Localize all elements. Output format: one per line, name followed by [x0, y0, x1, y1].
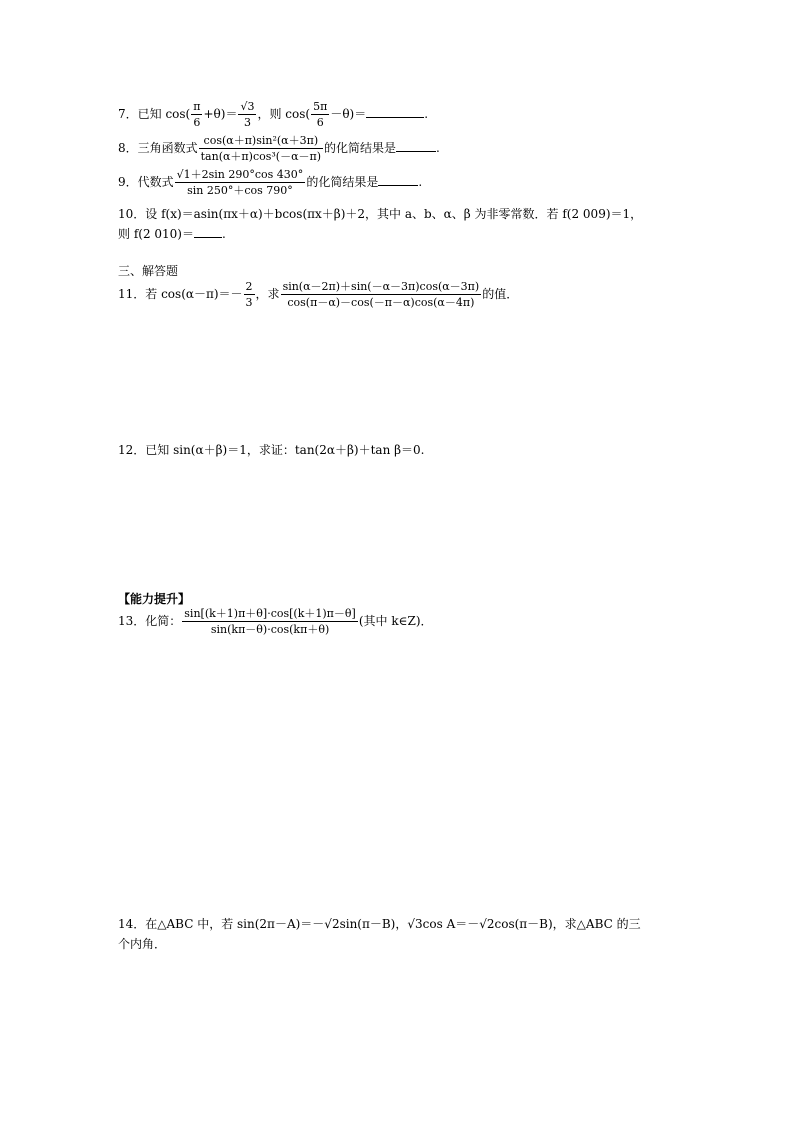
- q7-answer-blank[interactable]: [366, 105, 424, 118]
- q11-fraction-2-3: $\frac{2}{3}$: [245, 280, 253, 310]
- q7-fraction-sqrt3-3: $\frac{√3}{3}$: [240, 100, 255, 130]
- q9-fraction: $\frac{√1+2\sin 290^\circ\cos 430^\circ}{\sin 250^\circ+\cos 790^\circ}$: [176, 168, 304, 198]
- q14-line2: 个内角．: [118, 937, 167, 952]
- question-10: [118, 207, 642, 242]
- ability-heading: 【能力提升】: [118, 592, 191, 606]
- question-8: 8．三角函数式 $\frac{\text{cos(α＋π)sin²(α＋3π)}}{\text{tan(α＋π)cos³(－α－π)}}$ 的化简结果是 .: [118, 134, 440, 164]
- q8-fraction: $\frac{\text{cos(α＋π)sin²(α＋3π)}}{\text{tan(α＋π)cos³(－α－π)}}$: [200, 134, 322, 164]
- q10-answer-blank[interactable]: [194, 225, 222, 238]
- q13-fraction: $\frac{\sin[(k+1)\pi+\theta]\cdot\cos[(k+1)\pi-\theta]}{\sin(k\pi-\theta)\cdot\cos(k\pi+\theta)}$: [184, 607, 356, 637]
- question-11: 11．若 cos(α－π)＝－ $\frac{2}{3}$ ，求 $\frac{\sin(\alpha-2\pi)+\sin(-\alpha-3\pi)\cos(\alpha-3\pi)}{\cos(\pi-\alpha)-\cos(-\pi-\alpha)\cos(\alpha-4\pi)}$ 的值．: [118, 280, 519, 310]
- question-9: 9．代数式 $\frac{√1+2\sin 290^\circ\cos 430^\circ}{\sin 250^\circ+\cos 790^\circ}$ 的化简结果是 .: [118, 168, 423, 198]
- question-14: [118, 917, 641, 952]
- question-7: 7．已知 cos( $\frac{\pi}{6}$ +θ)＝ $\frac{√3}{3}$ ，则 cos( $\frac{5\pi}{6}$ －θ)＝ .: [118, 100, 429, 130]
- q10-line1: 10．设 f(x)＝asin(πx＋α)＋bcos(πx＋β)＋2，其中 a、b、α、β 为非零常数．若 f(2 009)＝1，: [118, 207, 643, 221]
- q11-fraction: $\frac{\sin(\alpha-2\pi)+\sin(-\alpha-3\pi)\cos(\alpha-3\pi)}{\cos(\pi-\alpha)-\cos(-\pi-\alpha)\cos(\alpha-4\pi)}$: [282, 280, 480, 310]
- question-12: 12．已知 sin(α＋β)＝1，求证：tan(2α＋β)＋tan β＝0.: [118, 443, 425, 457]
- q7-text: 7．已知 cos(: [118, 107, 191, 122]
- q7-fraction-5pi-6: $\frac{5\pi}{6}$: [313, 100, 328, 130]
- q14-line1: 14．在△ABC 中，若 sin(2π－A)＝－√2sin(π－B)，√3cos A＝－√2cos(π－B)，求△ABC 的三: [118, 917, 641, 931]
- question-13: 13．化简： $\frac{\sin[(k+1)\pi+\theta]\cdot\cos[(k+1)\pi-\theta]}{\sin(k\pi-\theta)\cdot\cos(k\pi+\theta)}$ (其中 k∈Z)．: [118, 607, 433, 637]
- q9-answer-blank[interactable]: [378, 173, 418, 186]
- q8-answer-blank[interactable]: [396, 139, 436, 152]
- q10-line2: 则 f(2 010)＝ .: [118, 227, 226, 242]
- section-heading: 三、解答题: [118, 264, 179, 278]
- q7-fraction-pi-6: $\frac{\pi}{6}$: [193, 100, 201, 130]
